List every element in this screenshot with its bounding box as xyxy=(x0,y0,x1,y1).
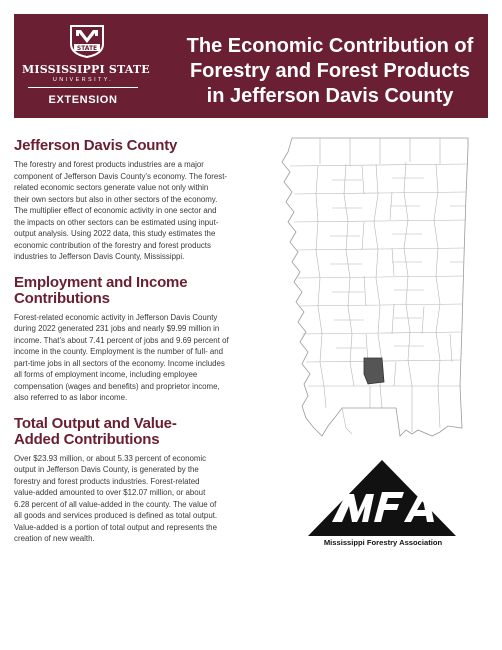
logo-university-name: MISSISSIPPI STATE xyxy=(22,63,150,76)
title-line: in Jefferson Davis County xyxy=(206,85,454,107)
logo-university-sub: UNIVERSITY. xyxy=(52,77,114,83)
section-output-value-added xyxy=(14,416,266,545)
association-name: Mississippi Forestry Association xyxy=(323,538,443,547)
state-outline xyxy=(282,138,468,436)
jefferson-davis-county-highlight xyxy=(364,358,384,384)
section-county xyxy=(14,138,266,263)
section-heading: Jefferson Davis County xyxy=(14,137,178,154)
logo-extension: EXTENSION xyxy=(48,94,118,106)
mississippi-county-map xyxy=(280,136,492,458)
logo-divider xyxy=(28,87,138,88)
page-title xyxy=(164,34,496,109)
title-line: The Economic Contribution of xyxy=(186,35,474,57)
section-body: Over $23.93 million, or about 5.33 percent of economic output in Jefferson Davis County, is generated by the forestry and forest products industries. Forest-related value-added amounted to over $12.07 million, or about 6.28 percent of all value-added in the county. The value of all goods and services produced is defined as total output. Value-added is a portion of total output and represents the creation of new wealth. xyxy=(14,453,218,543)
section-heading: Total Output and Value- Added Contributions xyxy=(14,414,177,448)
article-column xyxy=(14,138,266,557)
title-line: Forestry and Forest Products xyxy=(189,60,471,82)
msu-extension-logo xyxy=(22,24,150,114)
shield-label: STATE xyxy=(76,45,98,52)
section-employment-income xyxy=(14,275,266,404)
msu-shield-icon xyxy=(67,24,107,58)
section-body: The forestry and forest products industries are a major component of Jefferson Davis County’s economy. The forest- related economic sectors generate value not only within their own sectors but also in other sectors of the economy. The multiplier effect of economic activity in one sector and the impacts on other sectors can be estimated using input- output analysis. Using 2022 data, this study estimates the economic contribution of the forestry and forest products industries to Jefferson Davis County, Mississippi. xyxy=(14,160,228,261)
section-body: Forest-related economic activity in Jefferson Davis County during 2022 generated 231 jobs and nearly $9.99 million in income. That’s about 7.41 percent of jobs and 9.69 percent of income in the county. Employment is the number of full- and part-time jobs in all sectors of the economy. Income includes all forms of employment income, including employee compensation (wages and benefits) and proprietor income, also referred to as labor income. xyxy=(14,312,229,402)
section-heading: Employment and Income Contributions xyxy=(14,273,188,307)
header-banner xyxy=(14,14,488,118)
